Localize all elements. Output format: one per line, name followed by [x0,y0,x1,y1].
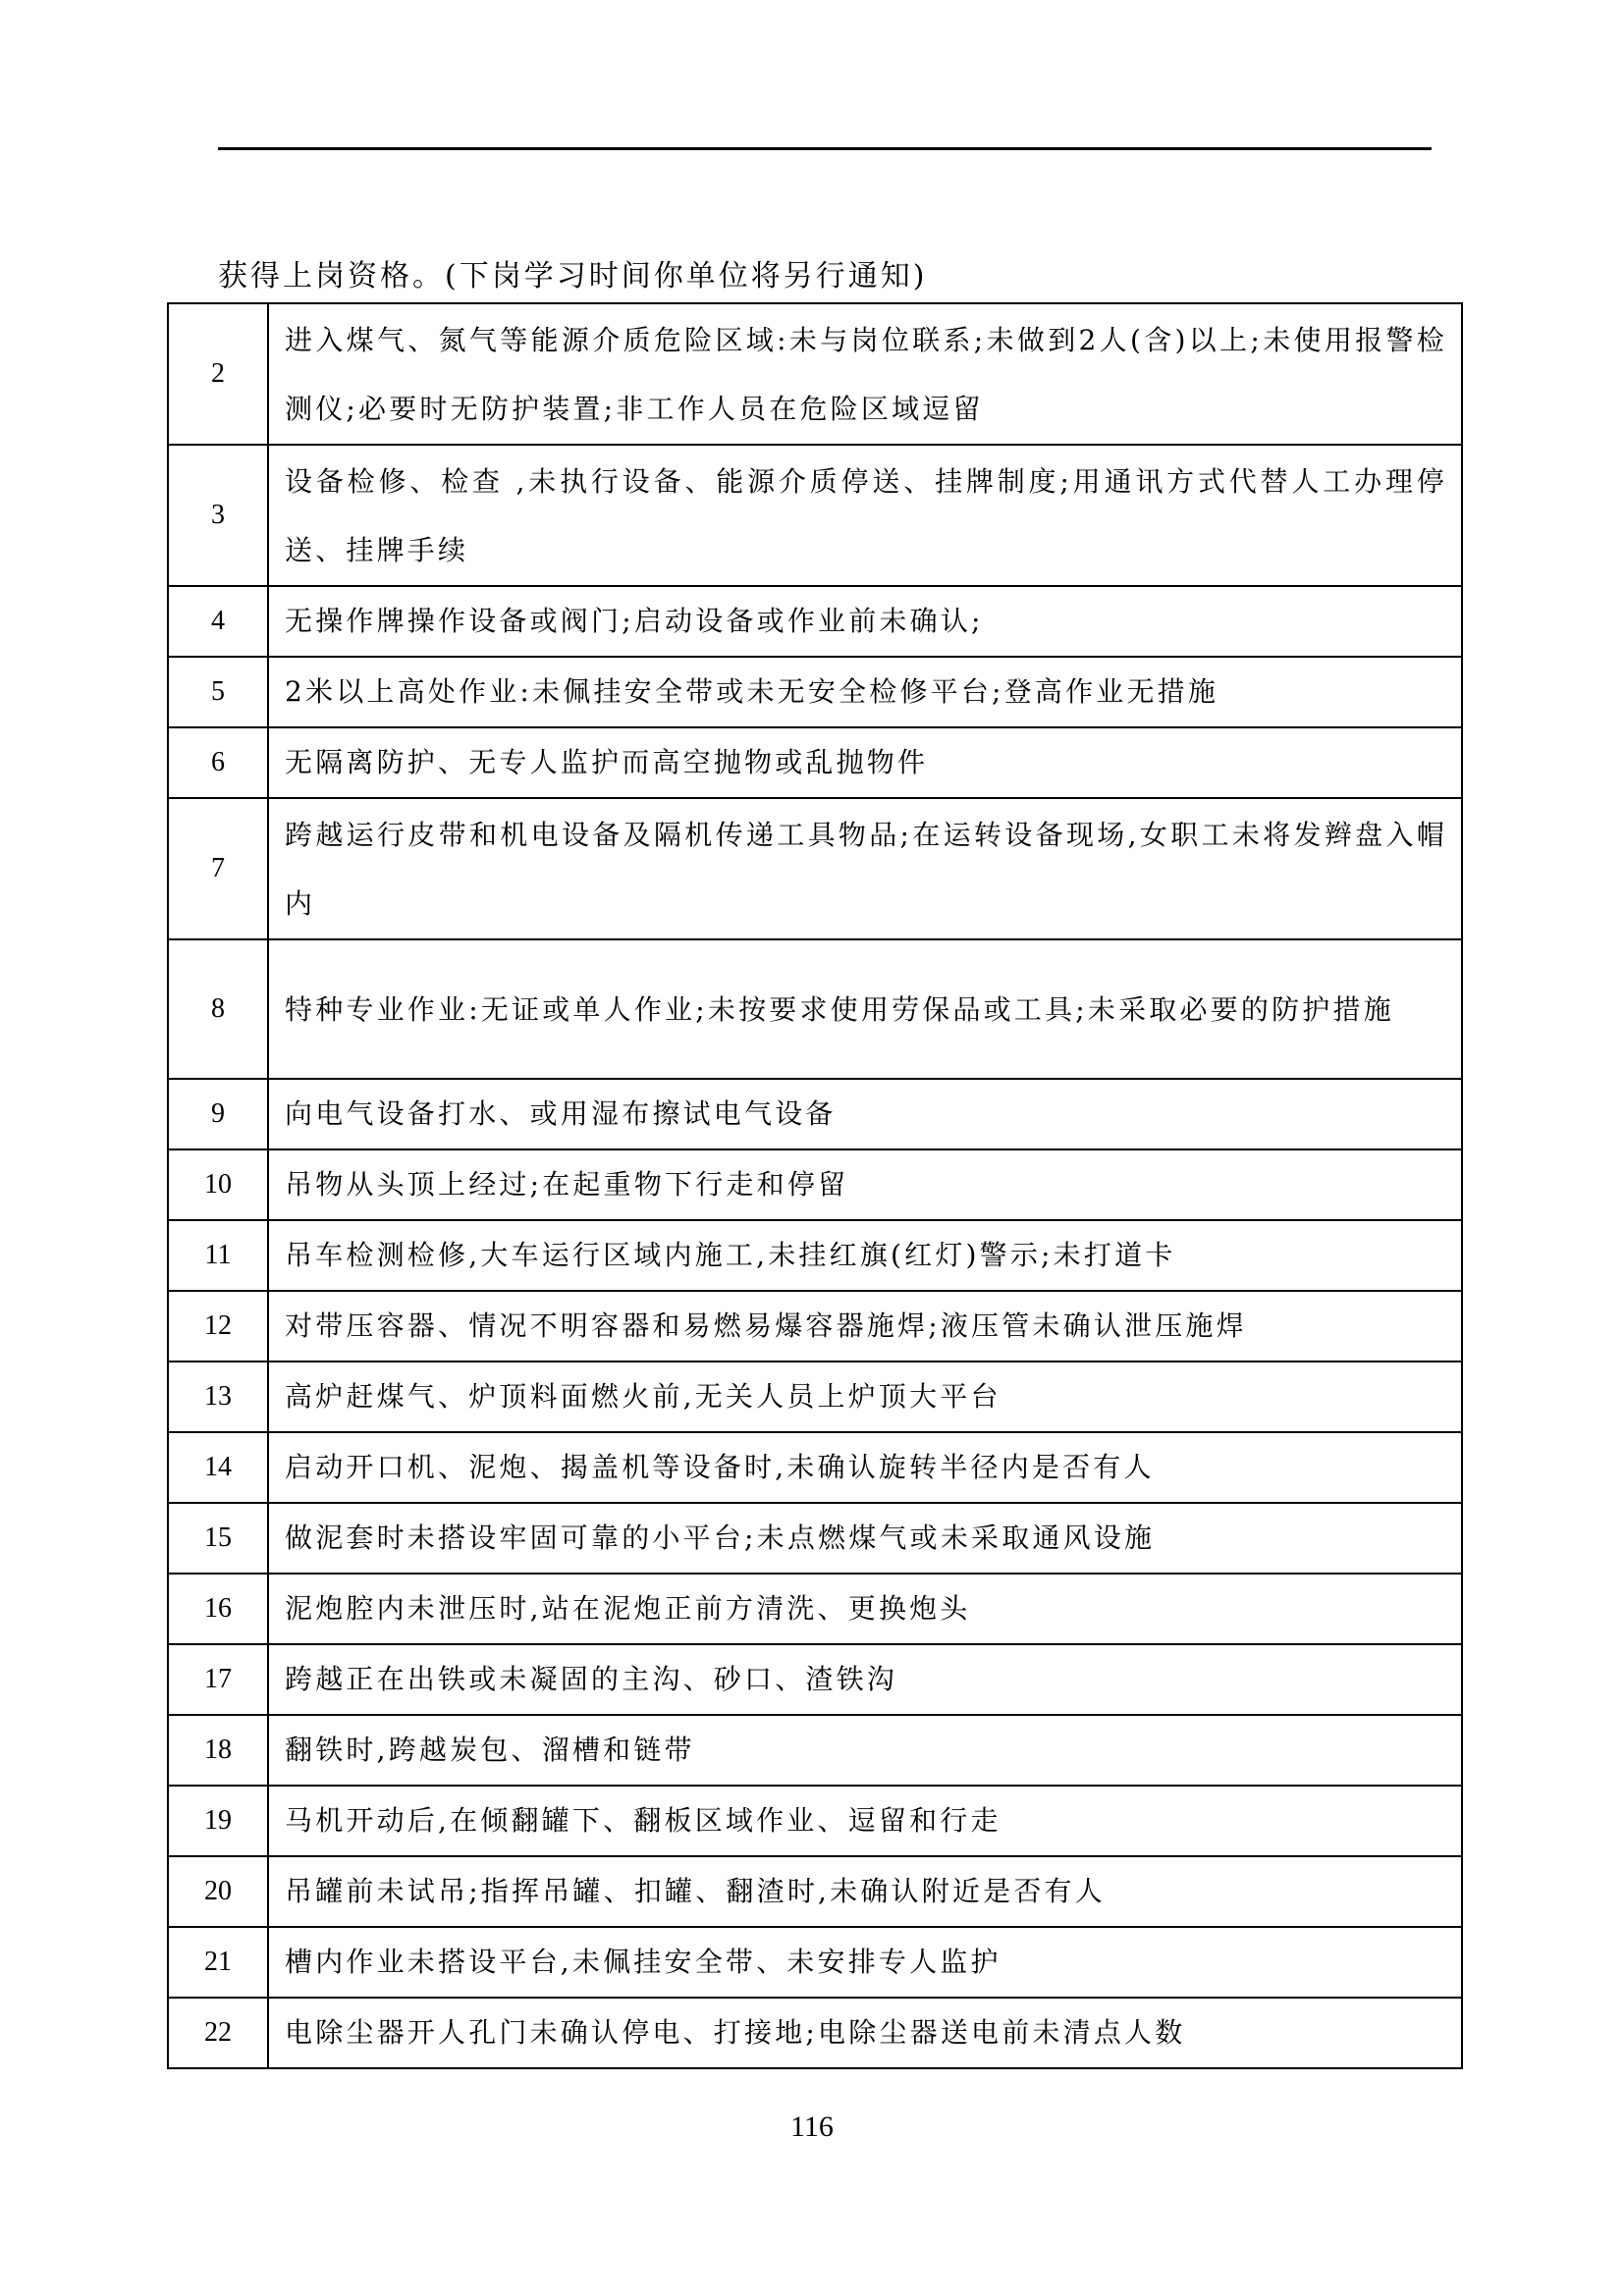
table-row [168,1432,1462,1503]
row-number: 17 [168,1644,268,1715]
row-number: 8 [168,939,268,1079]
table-row [168,1786,1462,1856]
row-text: 特种专业作业:无证或单人作业;未按要求使用劳保品或工具;未采取必要的防护措施 [268,939,1462,1079]
table-row [168,1149,1462,1220]
table-row [168,1362,1462,1432]
table-row [168,1927,1462,1998]
row-text: 高炉赶煤气、炉顶料面燃火前,无关人员上炉顶大平台 [268,1362,1462,1432]
intro-text: 获得上岗资格。(下岗学习时间你单位将另行通知) [218,259,928,294]
table-row [168,1856,1462,1927]
table-row [168,1715,1462,1786]
row-text: 设备检修、检查 ,未执行设备、能源介质停送、挂牌制度;用通讯方式代替人工办理停送、挂牌手续 [268,445,1462,586]
row-text: 启动开口机、泥炮、揭盖机等设备时,未确认旋转半径内是否有人 [268,1432,1462,1503]
row-number: 7 [168,798,268,939]
row-text: 电除尘器开人孔门未确认停电、打接地;电除尘器送电前未清点人数 [268,1998,1462,2068]
row-text: 跨越运行皮带和机电设备及隔机传递工具物品;在运转设备现场,女职工未将发辫盘入帽内 [268,798,1462,939]
row-number: 10 [168,1149,268,1220]
row-text: 向电气设备打水、或用湿布擦试电气设备 [268,1079,1462,1149]
row-number: 3 [168,445,268,586]
table-row [168,1079,1462,1149]
row-text: 吊罐前未试吊;指挥吊罐、扣罐、翻渣时,未确认附近是否有人 [268,1856,1462,1927]
row-number: 18 [168,1715,268,1786]
row-text: 无操作牌操作设备或阀门;启动设备或作业前未确认; [268,586,1462,657]
row-number: 2 [168,303,268,445]
table-row [168,657,1462,727]
row-text: 马机开动后,在倾翻罐下、翻板区域作业、逗留和行走 [268,1786,1462,1856]
row-text: 无隔离防护、无专人监护而高空抛物或乱抛物件 [268,727,1462,798]
row-text: 做泥套时未搭设牢固可靠的小平台;未点燃煤气或未采取通风设施 [268,1503,1462,1574]
row-text: 2米以上高处作业:未佩挂安全带或未无安全检修平台;登高作业无措施 [268,657,1462,727]
row-text: 对带压容器、情况不明容器和易燃易爆容器施焊;液压管未确认泄压施焊 [268,1291,1462,1362]
row-number: 21 [168,1927,268,1998]
row-number: 4 [168,586,268,657]
row-number: 15 [168,1503,268,1574]
row-text: 泥炮腔内未泄压时,站在泥炮正前方清洗、更换炮头 [268,1574,1462,1644]
row-text: 吊车检测检修,大车运行区域内施工,未挂红旗(红灯)警示;未打道卡 [268,1220,1462,1291]
row-number: 19 [168,1786,268,1856]
row-number: 22 [168,1998,268,2068]
row-text: 进入煤气、氮气等能源介质危险区域:未与岗位联系;未做到2人(含)以上;未使用报警检测仪;必要时无防护装置;非工作人员在危险区域逗留 [268,303,1462,445]
row-number: 13 [168,1362,268,1432]
table-row [168,798,1462,939]
row-text: 槽内作业未搭设平台,未佩挂安全带、未安排专人监护 [268,1927,1462,1998]
row-number: 14 [168,1432,268,1503]
row-number: 9 [168,1079,268,1149]
row-text: 吊物从头顶上经过;在起重物下行走和停留 [268,1149,1462,1220]
violations-table [167,302,1463,2069]
row-number: 5 [168,657,268,727]
row-number: 20 [168,1856,268,1927]
page-number: 116 [790,2110,834,2143]
row-number: 12 [168,1291,268,1362]
table-row [168,1220,1462,1291]
table-row [168,727,1462,798]
table-row [168,586,1462,657]
table-row [168,1503,1462,1574]
table-row [168,1574,1462,1644]
row-number: 16 [168,1574,268,1644]
table-row [168,1998,1462,2068]
row-number: 6 [168,727,268,798]
row-text: 翻铁时,跨越炭包、溜槽和链带 [268,1715,1462,1786]
table-row [168,1644,1462,1715]
table-row [168,1291,1462,1362]
table-row [168,445,1462,586]
row-text: 跨越正在出铁或未凝固的主沟、砂口、渣铁沟 [268,1644,1462,1715]
row-number: 11 [168,1220,268,1291]
header-rule [218,147,1432,150]
table-row [168,303,1462,445]
table-row [168,939,1462,1079]
